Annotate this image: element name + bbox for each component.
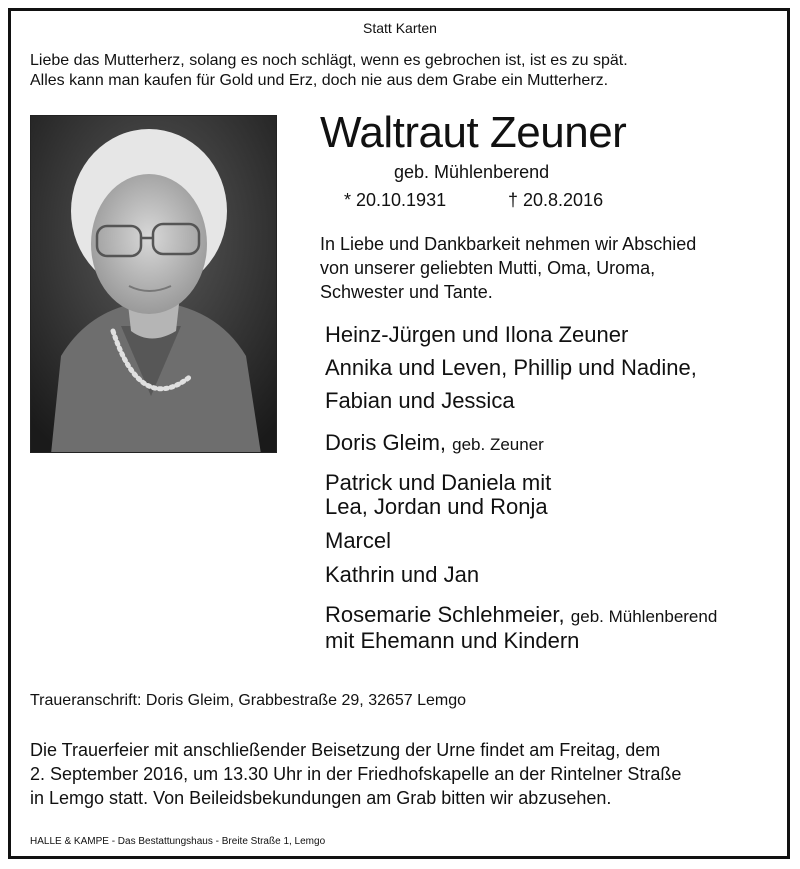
family-name-rosemarie: Rosemarie Schlehmeier, [325, 602, 565, 627]
family-line-7: Marcel [325, 528, 392, 553]
family-line-4 [325, 430, 544, 456]
family-line-2: Annika und Leven, Phillip und Nadine, [325, 355, 697, 380]
poem-line-2: Alles kann man kaufen für Gold und Erz, doch nie aus dem Grabe ein Mutterherz. [30, 72, 609, 89]
funeral-home-footer: HALLE & KAMPE - Das Bestattungshaus - Breite Straße 1, Lemgo [30, 836, 326, 847]
portrait-photo [30, 115, 277, 453]
maiden-name: geb. Mühlenberend [394, 162, 550, 182]
family-line-9 [325, 602, 717, 628]
deceased-name: Waltraut Zeuner [320, 108, 627, 157]
intro-line-3: Schwester und Tante. [320, 282, 493, 302]
family-line-10: mit Ehemann und Kindern [325, 628, 580, 653]
birth-date: * 20.10.1931 [344, 190, 447, 210]
family-name-doris: Doris Gleim, [325, 430, 447, 455]
mourning-address: Traueranschrift: Doris Gleim, Grabbestraße 29, 32657 Lemgo [30, 692, 467, 709]
family-line-5: Patrick und Daniela mit [325, 470, 552, 495]
family-line-8: Kathrin und Jan [325, 562, 480, 587]
poem-line-1: Liebe das Mutterherz, solang es noch schlägt, wenn es gebrochen ist, ist es zu spät. [30, 52, 628, 69]
family-note-doris: geb. Zeuner [452, 435, 544, 454]
intro-line-2: von unserer geliebten Mutti, Oma, Uroma, [320, 258, 656, 278]
family-line-1: Heinz-Jürgen und Ilona Zeuner [325, 322, 629, 347]
ceremony-line-2: 2. September 2016, um 13.30 Uhr in der Friedhofskapelle an der Rintelner Straße [30, 764, 682, 784]
family-line-3: Fabian und Jessica [325, 388, 515, 413]
family-note-rosemarie: geb. Mühlenberend [570, 607, 718, 626]
death-date: † 20.8.2016 [508, 190, 604, 210]
family-line-6: Lea, Jordan und Ronja [325, 494, 548, 519]
ceremony-line-3: in Lemgo statt. Von Beileidsbekundungen am Grab bitten wir abzusehen. [30, 788, 612, 808]
ceremony-line-1: Die Trauerfeier mit anschließender Beisetzung der Urne findet am Freitag, dem [30, 740, 661, 760]
intro-line-1: In Liebe und Dankbarkeit nehmen wir Abschied [320, 234, 697, 254]
header-statt-karten: Statt Karten [363, 20, 437, 36]
